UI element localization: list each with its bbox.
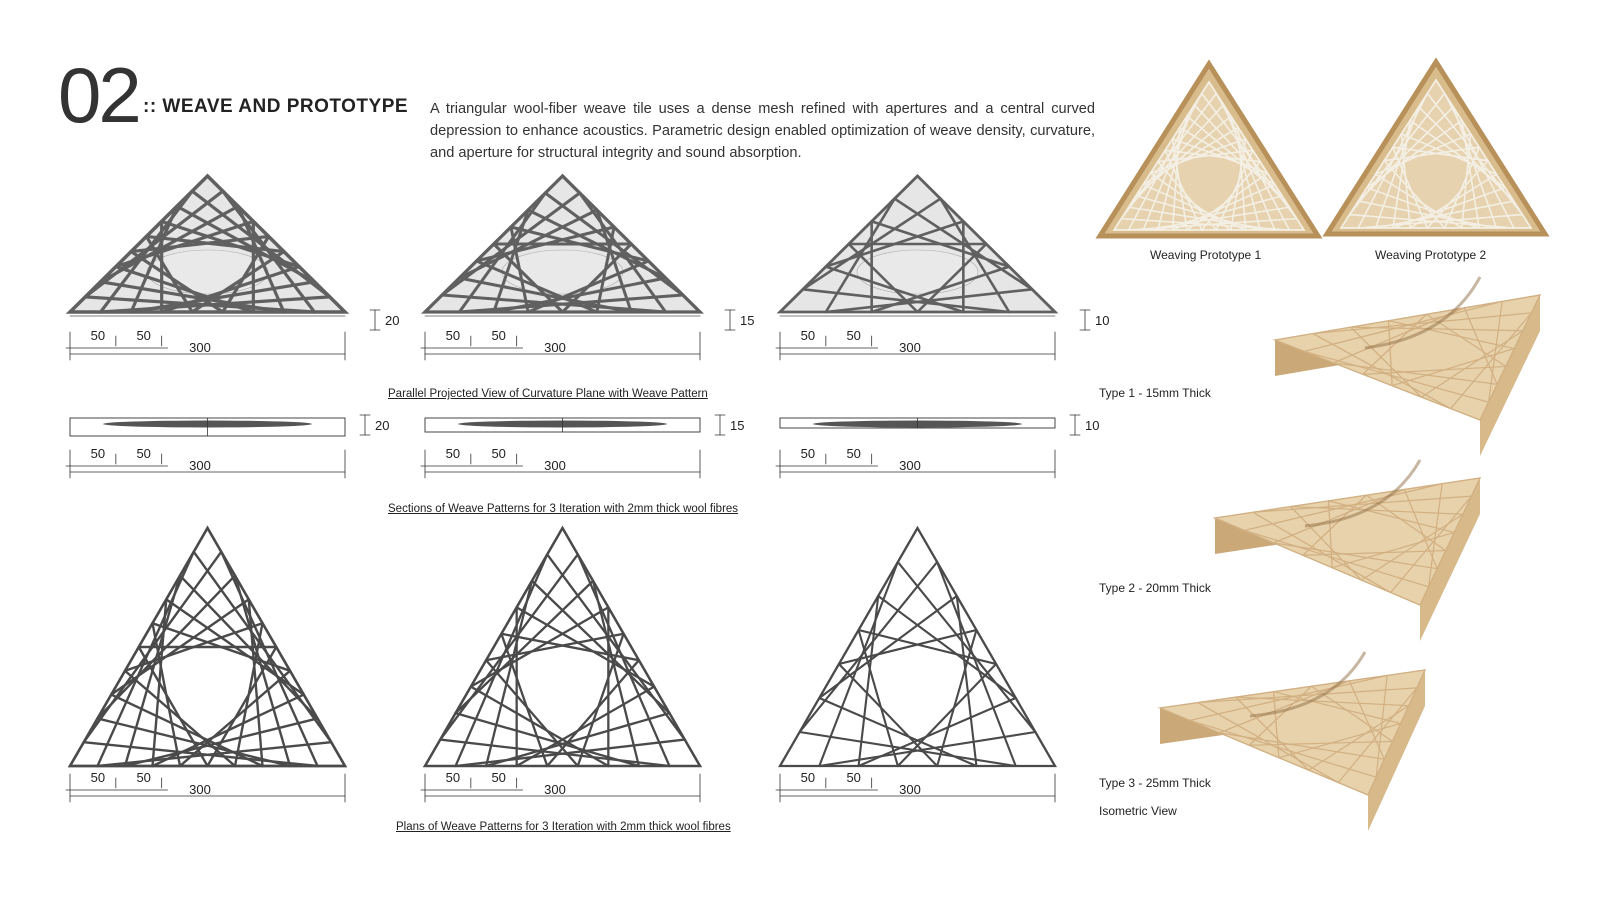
section-number: 02 xyxy=(58,51,139,139)
dimension-50-a: 50 xyxy=(445,446,461,461)
weaving-prototype-1 xyxy=(1100,64,1318,236)
plan-weave-strand xyxy=(578,554,670,766)
caption-parallel-view: Parallel Projected View of Curvature Plane with Weave Pattern xyxy=(388,388,708,400)
dimension-300: 300 xyxy=(544,782,566,797)
plan-weave-strand xyxy=(84,742,318,766)
parallel-view-1 xyxy=(66,176,399,360)
plan-weave-strand xyxy=(800,562,938,732)
central-depression xyxy=(147,250,268,294)
plan-weave-strand xyxy=(456,713,639,766)
dimension-300: 300 xyxy=(189,340,211,355)
plan-weave-strand xyxy=(221,552,317,766)
dimension-50-a: 50 xyxy=(90,770,106,785)
dimension-50-b: 50 xyxy=(846,770,861,785)
dimension-50-a: 50 xyxy=(90,446,106,461)
isometric-view-label: Isometric View xyxy=(1099,804,1177,818)
dimension-height: 15 xyxy=(730,418,745,433)
plan-1 xyxy=(66,528,345,802)
dimension-300: 300 xyxy=(899,340,921,355)
central-depression xyxy=(857,250,978,294)
plan-weave-strand xyxy=(235,623,263,766)
caption-plans: Plans of Weave Patterns for 3 Iteration with 2mm thick wool fibres xyxy=(396,821,731,833)
dimension-50-b: 50 xyxy=(846,446,861,461)
triangle-outline xyxy=(780,528,1055,766)
isometric-type-3 xyxy=(1160,652,1425,831)
plan-weave-strand xyxy=(937,562,1016,766)
section-title: :: WEAVE AND PROTOTYPE xyxy=(143,96,409,117)
dimension-50-a: 50 xyxy=(445,770,461,785)
type-2-label: Type 2 - 20mm Thick xyxy=(1099,581,1211,595)
caption-sections: Sections of Weave Patterns for 3 Iteration with 2mm thick wool fibres xyxy=(388,503,739,515)
plan-weave-strand xyxy=(819,562,898,766)
section-2 xyxy=(421,415,744,478)
plan-weave-strand xyxy=(859,596,879,766)
dimension-300: 300 xyxy=(189,458,211,473)
dimension-50-b: 50 xyxy=(491,770,506,785)
prototype-1-label: Weaving Prototype 1 xyxy=(1150,248,1262,262)
dimension-50-b: 50 xyxy=(491,446,506,461)
dimension-300: 300 xyxy=(899,458,921,473)
dimension-50-a: 50 xyxy=(800,446,816,461)
dimension-height: 10 xyxy=(1085,418,1100,433)
dimension-50-a: 50 xyxy=(90,328,106,343)
dimension-300: 300 xyxy=(899,782,921,797)
dimension-300: 300 xyxy=(544,458,566,473)
parallel-view-2 xyxy=(421,176,754,360)
plan-weave-strand xyxy=(486,713,669,766)
dimension-50-b: 50 xyxy=(846,328,861,343)
weaving-prototype-2 xyxy=(1327,62,1545,234)
plan-3 xyxy=(776,528,1055,802)
plan-weave-strand xyxy=(898,562,1036,732)
dimension-300: 300 xyxy=(189,782,211,797)
dimension-height: 10 xyxy=(1095,313,1110,328)
type-3-label: Type 3 - 25mm Thick xyxy=(1099,776,1211,790)
plan-2 xyxy=(421,528,700,802)
plan-weave-strand xyxy=(456,554,548,766)
dimension-300: 300 xyxy=(544,340,566,355)
dimension-50-a: 50 xyxy=(800,770,816,785)
dimension-50-b: 50 xyxy=(136,328,151,343)
dimension-50-a: 50 xyxy=(800,328,816,343)
isometric-type-1 xyxy=(1275,277,1540,456)
dimension-50-b: 50 xyxy=(136,770,151,785)
plan-weave-strand xyxy=(878,596,1016,698)
triangle-outline xyxy=(425,528,700,766)
type-1-label: Type 1 - 15mm Thick xyxy=(1099,386,1211,400)
plan-weave-strand xyxy=(111,695,262,766)
section-3 xyxy=(776,415,1099,478)
dimension-height: 15 xyxy=(740,313,755,328)
section-1 xyxy=(66,415,389,478)
dimension-height: 20 xyxy=(375,418,390,433)
intro-paragraph: A triangular wool-fiber weave tile uses a dense mesh refined with apertures and a central curved depression to enhance acoustics. Parametric design enabled optimization of weave density, curvature, and aperture for structural integrity and sound absorption. xyxy=(430,101,1095,161)
isometric-type-2 xyxy=(1215,460,1480,641)
dimension-50-a: 50 xyxy=(445,328,461,343)
prototype-2-label: Weaving Prototype 2 xyxy=(1375,248,1487,262)
parallel-view-3 xyxy=(776,176,1109,360)
dimension-height: 20 xyxy=(385,313,400,328)
dimension-50-b: 50 xyxy=(491,328,506,343)
dimension-50-b: 50 xyxy=(136,446,151,461)
